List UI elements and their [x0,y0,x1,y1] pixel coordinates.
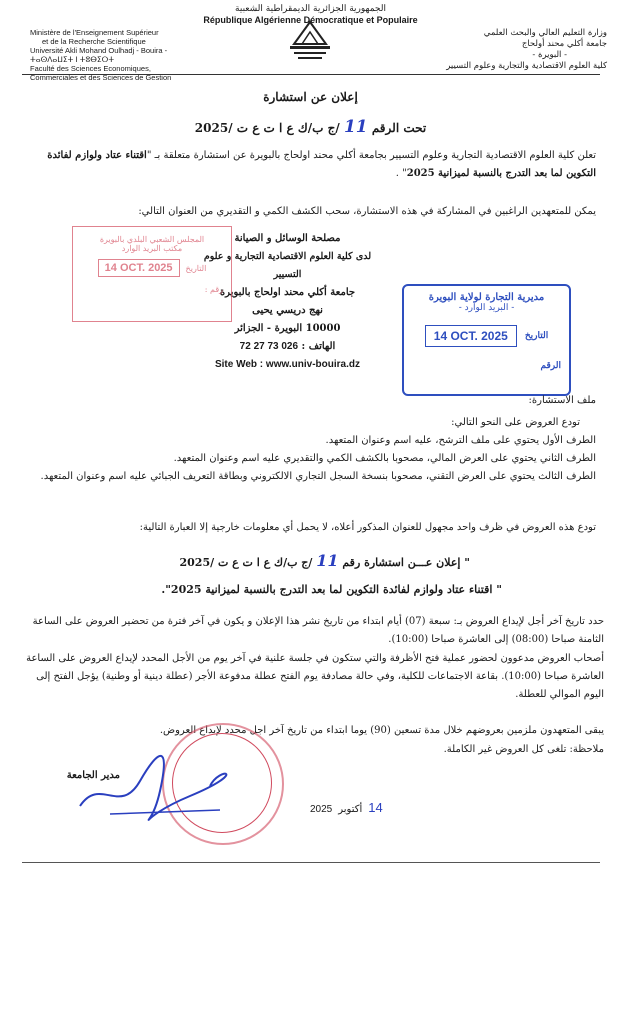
address-city: 10000 البويرة - الجزائر [234,323,341,334]
sign-date-day: 14 [368,800,383,815]
part-one: الطرف الأول يحتوي على ملف الترشح، عليه اسم وعنوان المتعهد. [325,435,596,446]
reference-suffix: /ج ب/ك ع ا ت ع ت /2025 [194,121,340,135]
blue-stamp-date: 14 OCT. 2025 [425,325,517,347]
part-two: الطرف الثاني يحتوي على العرض المالي، مصحوبا بالكشف الكمي والتقديري عليه اسم وعنوان المتعهد. [173,453,596,464]
reference-prefix: تحت الرقم [371,121,427,135]
quote-subject: " اقتناء عتاد ولوازم لفائدة التكوين لما بعد التدرج بالنسبة لميزانية 2025". [161,583,502,596]
ministry-fr-2: et de la Recherche Scientifique [42,37,146,46]
validity-paragraph: يبقى المتعهدون ملزمين بعروضهم خلال مدة تسعين (90) يوما ابتداء من تاريخ آخر اجل محدد لإيداع العروض. [159,725,604,736]
blue-reception-stamp [402,284,571,396]
french-state-name: République Algérienne Démocratique et Populaire [203,15,418,25]
red-reception-stamp [72,226,232,322]
header-right-block [377,28,607,72]
file-label: ملف الاستشارة: [528,395,596,406]
footer-divider [22,862,600,863]
quote-title [40,551,470,570]
phone-number: 026 73 27 72 [239,341,299,352]
faculty-fr-2: Commerciales et des Sciences de Gestion [30,73,172,82]
sign-date-month: أكتوبر [338,804,363,815]
note-paragraph: ملاحظة: تلغى كل العروض غير الكاملة. [443,744,604,755]
address-street: نهج دريسي يحيى [252,305,323,316]
address-faculty: لدى كلية العلوم الاقتصادية التجارية و علوم التسيير [203,251,372,280]
ministry-fr: Ministère de l'Enseignement Supérieur [30,28,159,37]
university-fr: Université Akli Mohand Oulhadj - Bouira - [30,46,168,55]
intro-end: " . [395,168,407,179]
university-ar: جامعة أكلي محند أولحاج [521,39,607,49]
reference-line [0,117,621,137]
university-logo-icon [280,18,340,64]
red-stamp-number-label: رقم : [204,285,223,294]
intro-paragraph [40,147,596,183]
sign-date [310,800,383,815]
faculty-ar: كلية العلوم الاقتصادية والتجارية وعلوم التسيير [446,61,607,71]
address-service: مصلحة الوسائل و الصيانة [234,233,341,244]
deadline-paragraph: حدد تاريخ آخر أجل لإيداع العروض بـ: سبعة (07) أيام ابتداء من تاريخ نشر هذا الإعلان و يكون في آخر فترة من تحضير العروض على الساعة الثامنة صباحا (08:00) إلى العاشرة صباحا (10:00). [32,616,604,645]
address-university: جامعة أكلي محند اولحاج بالبويرة [219,287,356,298]
red-stamp-date-label: التاريخ [185,263,207,273]
page-title: إعلان عن استشارة [263,90,358,104]
envelope-note: تودع هذه العروض في ظرف واحد مجهول للعنوان المذكور أعلاه، لا يحمل أي معلومات خارجية إلا العبارة التالية: [139,522,596,533]
website: Site Web : www.univ-bouira.dz [214,359,360,370]
signature-label: مدير الجامعة [66,770,120,781]
address-phone [195,338,380,356]
blue-stamp-line1: مديرية التجارة لولاية البويرة [428,292,545,303]
university-tifinagh: ⵜⴰⵙⴷⴰⵡⵉⵜ ⵏ ⵜⵓⴱⵉⵔⵜ [30,55,115,64]
faculty-fr: Faculté des Sciences Economiques, [30,64,151,73]
red-stamp-line1: المجلس الشعبي البلدي بالبويرة [99,235,205,244]
intro-subject: اقتناء عتاد ولوازم لفائدة التكوين لما بعد التدرج بالنسبة لميزانية 2025 [47,150,596,179]
quote-prefix: " إعلان عـــن استشارة رقم [342,556,470,569]
red-stamp-line2: مكتب البريد الوارد [121,244,183,253]
part-three: الطرف الثالث يحتوي على العرض التقني، مصحوبا بنسخة السجل التجاري الالكتروني وبطاقة التعريف الجبائي عليه اسم وعنوان المتعهد. [40,471,596,482]
city-ar: - البويرة - [532,50,567,60]
reference-number: 11 [343,117,368,137]
phone-label: الهاتف : [301,341,336,352]
blue-stamp-line2: - البريد الوارد - [458,303,515,313]
offers-intro: تودع العروض على النحو التالي: [451,417,580,428]
blue-stamp-number-label: الرقم [540,361,561,371]
blue-stamp-date-label: التاريخ [524,331,549,341]
invite-paragraph: يمكن للمتعهدين الراغبين في المشاركة في هذه الاستشارة، سحب الكشف الكمي و التقديري من العنوان التالي: [138,206,596,217]
arabic-state-name: الجمهورية الجزائرية الديمقراطية الشعبية [235,4,386,14]
intro-text: تعلن كلية العلوم الاقتصادية التجارية وعلوم التسيير بجامعة أكلي محند اولحاج بالبويرة عن استشارة متعلقة بـ " [146,150,596,161]
signature-icon [70,736,230,826]
red-stamp-date: 14 OCT. 2025 [98,259,180,277]
sign-date-year: 2025 [310,804,333,815]
opening-paragraph: أصحاب العروض مدعوون لحضور عملية فتح الأظرفة والتي ستكون في جلسة علنية في آخر يوم من الأجل المحدد لإيداع العروض على الساعة العاشرة صباحا (10:00). بقاعة الاجتماعات للكلية، وفي حالة مصادفة يوم الفتح عطلة مدفوعة الأجر (عطلة دينية أو وطنية) يؤجل الفتح إلى اليوم الموالي للعطلة. [26,653,604,700]
quote-suffix: /ج ب/ك ع ا ت ع ت /2025 [179,556,313,569]
quote-number: 11 [316,551,339,570]
offer-parts-list [40,432,596,486]
ministry-ar: وزارة التعليم العالي والبحث العلمي [483,28,607,38]
header-divider [22,74,600,75]
